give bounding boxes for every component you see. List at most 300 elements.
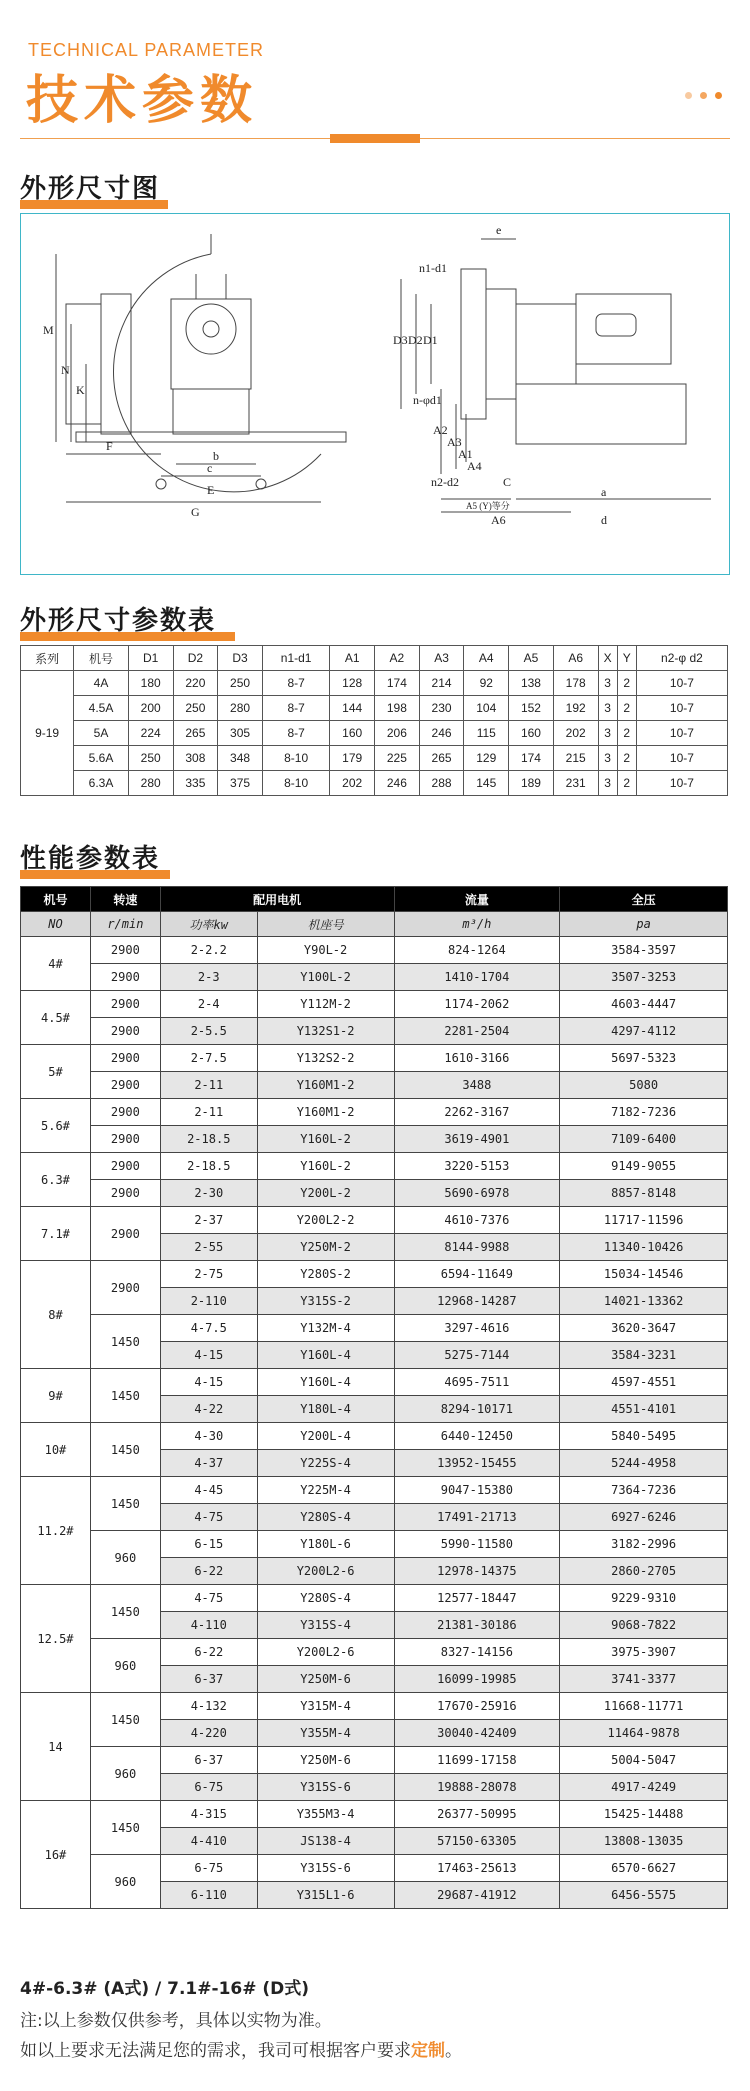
perf-cell: 8327-14156 [394, 1639, 560, 1666]
dim-label-nphid1: n-φd1 [413, 393, 442, 407]
perf-cell: 3507-3253 [560, 964, 728, 991]
table-row [21, 746, 728, 771]
perf-cell: 9149-9055 [560, 1153, 728, 1180]
rpm-cell: 2900 [90, 1045, 160, 1072]
table-row [21, 771, 728, 796]
dim-cell: 192 [553, 696, 598, 721]
perf-cell: 17670-25916 [394, 1693, 560, 1720]
dim-cell: 3 [598, 746, 617, 771]
rpm-cell: 1450 [90, 1585, 160, 1639]
dim-label-e: e [496, 223, 502, 237]
perf-cell: 4-15 [160, 1342, 257, 1369]
perf-cell: 14021-13362 [560, 1288, 728, 1315]
table-row [21, 1693, 728, 1720]
perf-cell: 2-18.5 [160, 1153, 257, 1180]
perf-cell: 4917-4249 [560, 1774, 728, 1801]
dim-label-A4: A4 [467, 459, 482, 473]
dim-cell: 230 [419, 696, 464, 721]
table-row [21, 1585, 728, 1612]
perf-cell: 5840-5495 [560, 1423, 728, 1450]
perf-cell: 4551-4101 [560, 1396, 728, 1423]
dim-cell: 145 [464, 771, 509, 796]
perf-cell: 17463-25613 [394, 1855, 560, 1882]
perf-cell: Y280S-4 [257, 1504, 394, 1531]
perf-cell: Y250M-6 [257, 1666, 394, 1693]
series-cell: 9-19 [21, 671, 74, 796]
dim-header-cell: D2 [173, 646, 218, 671]
rpm-cell: 1450 [90, 1315, 160, 1369]
perf-cell: 9047-15380 [394, 1477, 560, 1504]
perf-cell: 12968-14287 [394, 1288, 560, 1315]
dim-label-A5: A5 (Y)等分 [466, 501, 510, 511]
dim-cell: 104 [464, 696, 509, 721]
perf-cell: 6-37 [160, 1666, 257, 1693]
rpm-cell: 960 [90, 1855, 160, 1909]
perf-cell: Y200L-2 [257, 1180, 394, 1207]
perf-cell: 5004-5047 [560, 1747, 728, 1774]
perf-cell: Y315S-4 [257, 1612, 394, 1639]
rpm-cell: 2900 [90, 1018, 160, 1045]
perf-cell: 7364-7236 [560, 1477, 728, 1504]
perf-cell: 15425-14488 [560, 1801, 728, 1828]
perf-cell: 6440-12450 [394, 1423, 560, 1450]
perf-cell: 2281-2504 [394, 1018, 560, 1045]
table-row [21, 1261, 728, 1288]
perf-subheader-cell: 机座号 [257, 912, 394, 937]
table-row [21, 1153, 728, 1180]
perf-cell: Y200L2-6 [257, 1639, 394, 1666]
dim-cell: 128 [330, 671, 375, 696]
rpm-cell: 1450 [90, 1693, 160, 1747]
dim-cell: 179 [330, 746, 375, 771]
perf-cell: 11464-9878 [560, 1720, 728, 1747]
perf-cell: Y250M-2 [257, 1234, 394, 1261]
dim-header-cell: D1 [128, 646, 173, 671]
dim-cell: 178 [553, 671, 598, 696]
dim-cell: 348 [218, 746, 263, 771]
table-row [21, 991, 728, 1018]
perf-cell: 4-75 [160, 1585, 257, 1612]
perf-cell: 11717-11596 [560, 1207, 728, 1234]
dim-cell: 375 [218, 771, 263, 796]
perf-cell: Y315S-6 [257, 1855, 394, 1882]
table-row [21, 964, 728, 991]
dim-cell: 198 [375, 696, 420, 721]
perf-cell: Y315M-4 [257, 1693, 394, 1720]
dim-cell: 5A [74, 721, 129, 746]
dim-label-E: E [207, 483, 215, 497]
model-no-cell: 5# [21, 1045, 91, 1099]
dim-label-D1: D1 [423, 333, 438, 347]
dim-header-cell: A6 [553, 646, 598, 671]
dim-label-D2: D2 [408, 333, 423, 347]
perf-cell: 6-22 [160, 1639, 257, 1666]
dim-cell: 10-7 [636, 746, 727, 771]
dim-cell: 3 [598, 721, 617, 746]
fan-drawing-svg [21, 214, 729, 574]
table-row [21, 1477, 728, 1504]
perf-cell: 6456-5575 [560, 1882, 728, 1909]
header-accent-bar [330, 134, 420, 143]
dim-cell: 305 [218, 721, 263, 746]
perf-cell: 4-15 [160, 1369, 257, 1396]
perf-cell: 5080 [560, 1072, 728, 1099]
perf-cell: JS138-4 [257, 1828, 394, 1855]
dim-cell: 8-10 [262, 746, 329, 771]
perf-cell: Y315S-6 [257, 1774, 394, 1801]
perf-subheader-cell: NO [21, 912, 91, 937]
perf-cell: Y100L-2 [257, 964, 394, 991]
dim-header-cell: 机号 [74, 646, 129, 671]
perf-cell: Y112M-2 [257, 991, 394, 1018]
dim-cell: 174 [509, 746, 554, 771]
dim-cell: 200 [128, 696, 173, 721]
perf-cell: 1410-1704 [394, 964, 560, 991]
perf-cell: 2-75 [160, 1261, 257, 1288]
perf-cell: 3584-3231 [560, 1342, 728, 1369]
dim-cell: 246 [375, 771, 420, 796]
perf-cell: 2-2.2 [160, 937, 257, 964]
perf-cell: 1174-2062 [394, 991, 560, 1018]
rpm-cell: 2900 [90, 937, 160, 964]
perf-cell: 4-22 [160, 1396, 257, 1423]
table-row [21, 1045, 728, 1072]
perf-cell: 6594-11649 [394, 1261, 560, 1288]
model-no-cell: 9# [21, 1369, 91, 1423]
dim-cell: 144 [330, 696, 375, 721]
dim-header-cell: A2 [375, 646, 420, 671]
dim-cell: 8-7 [262, 671, 329, 696]
dim-cell: 8-7 [262, 721, 329, 746]
perf-header-row [21, 887, 728, 912]
rpm-cell: 2900 [90, 1180, 160, 1207]
dim-cell: 10-7 [636, 771, 727, 796]
dim-header-cell: A5 [509, 646, 554, 671]
perf-cell: 2-3 [160, 964, 257, 991]
perf-cell: 4-110 [160, 1612, 257, 1639]
header-en-title: TECHNICAL PARAMETER [28, 40, 265, 60]
dim-cell: 6.3A [74, 771, 129, 796]
dim-label-A1: A1 [458, 447, 473, 461]
dim-label-C: C [503, 475, 512, 489]
model-no-cell: 4# [21, 937, 91, 991]
dim-cell: 2 [617, 721, 636, 746]
model-no-cell: 5.6# [21, 1099, 91, 1153]
dim-label-d: d [601, 513, 607, 527]
perf-cell: 26377-50995 [394, 1801, 560, 1828]
section-title-performance: 性能参数表 [20, 838, 160, 875]
perf-cell: Y280S-4 [257, 1585, 394, 1612]
dim-cell: 4.5A [74, 696, 129, 721]
perf-cell: 2-11 [160, 1099, 257, 1126]
perf-cell: 12978-14375 [394, 1558, 560, 1585]
dim-label-N: N [61, 363, 70, 377]
table-row [21, 1126, 728, 1153]
perf-cell: 6570-6627 [560, 1855, 728, 1882]
perf-cell: 6-75 [160, 1774, 257, 1801]
footer-types: 4#-6.3# (A式) / 7.1#-16# (D式) [20, 1979, 310, 1999]
perf-cell: 3220-5153 [394, 1153, 560, 1180]
table-row [21, 696, 728, 721]
perf-subheader-cell: r/min [90, 912, 160, 937]
perf-cell: 15034-14546 [560, 1261, 728, 1288]
table-row [21, 1531, 728, 1558]
table-row [21, 1423, 728, 1450]
perf-cell: Y225S-4 [257, 1450, 394, 1477]
perf-cell: Y160L-4 [257, 1369, 394, 1396]
perf-cell: 3297-4616 [394, 1315, 560, 1342]
dim-cell: 10-7 [636, 696, 727, 721]
dim-label-M: M [43, 323, 54, 337]
perf-cell: 5275-7144 [394, 1342, 560, 1369]
dim-cell: 202 [330, 771, 375, 796]
perf-cell: 2-55 [160, 1234, 257, 1261]
model-no-cell: 12.5# [21, 1585, 91, 1693]
perf-subheader-cell: 功率kw [160, 912, 257, 937]
table-row [21, 1018, 728, 1045]
perf-cell: 6-22 [160, 1558, 257, 1585]
dim-cell: 265 [419, 746, 464, 771]
rpm-cell: 2900 [90, 1261, 160, 1315]
dim-cell: 246 [419, 721, 464, 746]
dim-cell: 174 [375, 671, 420, 696]
dim-cell: 189 [509, 771, 554, 796]
table-row [21, 1747, 728, 1774]
rpm-cell: 1450 [90, 1423, 160, 1477]
dim-header-cell: n2-φ d2 [636, 646, 727, 671]
perf-cell: 9229-9310 [560, 1585, 728, 1612]
perf-cell: 4-132 [160, 1693, 257, 1720]
perf-cell: Y180L-4 [257, 1396, 394, 1423]
dim-cell: 3 [598, 671, 617, 696]
perf-cell: 4597-4551 [560, 1369, 728, 1396]
section-title-outline: 外形尺寸图 [20, 168, 160, 205]
dim-cell: 220 [173, 671, 218, 696]
dim-cell: 8-10 [262, 771, 329, 796]
perf-cell: 5244-4958 [560, 1450, 728, 1477]
perf-cell: 2-7.5 [160, 1045, 257, 1072]
dim-cell: 4A [74, 671, 129, 696]
perf-cell: 2-4 [160, 991, 257, 1018]
table-row [21, 721, 728, 746]
dim-cell: 280 [218, 696, 263, 721]
perf-cell: Y160L-2 [257, 1153, 394, 1180]
dim-cell: 214 [419, 671, 464, 696]
dim-cell: 115 [464, 721, 509, 746]
perf-cell: 30040-42409 [394, 1720, 560, 1747]
perf-cell: 7109-6400 [560, 1126, 728, 1153]
perf-cell: Y132S1-2 [257, 1018, 394, 1045]
perf-cell: Y90L-2 [257, 937, 394, 964]
dim-header-cell: 系列 [21, 646, 74, 671]
table-row [21, 1099, 728, 1126]
table-row [21, 1207, 728, 1234]
dim-label-A6: A6 [491, 513, 506, 527]
dim-cell: 180 [128, 671, 173, 696]
dim-cell: 308 [173, 746, 218, 771]
dim-cell: 225 [375, 746, 420, 771]
perf-cell: 2-5.5 [160, 1018, 257, 1045]
model-no-cell: 14 [21, 1693, 91, 1801]
perf-cell: 3975-3907 [560, 1639, 728, 1666]
perf-cell: 9068-7822 [560, 1612, 728, 1639]
dim-cell: 215 [553, 746, 598, 771]
perf-cell: 29687-41912 [394, 1882, 560, 1909]
perf-cell: 6-110 [160, 1882, 257, 1909]
dim-cell: 5.6A [74, 746, 129, 771]
dim-header-cell: A4 [464, 646, 509, 671]
perf-cell: 2860-2705 [560, 1558, 728, 1585]
perf-cell: 19888-28078 [394, 1774, 560, 1801]
table-row [21, 1801, 728, 1828]
perf-cell: 2-37 [160, 1207, 257, 1234]
perf-cell: 11340-10426 [560, 1234, 728, 1261]
rpm-cell: 1450 [90, 1801, 160, 1855]
perf-cell: 4-410 [160, 1828, 257, 1855]
perf-cell: 2-18.5 [160, 1126, 257, 1153]
dim-cell: 250 [173, 696, 218, 721]
dim-cell: 138 [509, 671, 554, 696]
rpm-cell: 2900 [90, 964, 160, 991]
decor-dots [685, 92, 722, 99]
perf-cell: 4-75 [160, 1504, 257, 1531]
dim-label-b: b [213, 449, 219, 463]
dim-cell: 10-7 [636, 721, 727, 746]
perf-subheader-cell: pa [560, 912, 728, 937]
dim-label-n1d1: n1-d1 [419, 261, 447, 275]
footer-custom: 如以上要求无法满足您的需求，我司可根据客户要求定制。 [20, 2041, 462, 2061]
perf-cell: 4-7.5 [160, 1315, 257, 1342]
perf-cell: 6927-6246 [560, 1504, 728, 1531]
perf-header-cell: 全压 [560, 887, 728, 912]
model-no-cell: 11.2# [21, 1477, 91, 1585]
perf-header-cell: 流量 [394, 887, 560, 912]
dim-cell: 206 [375, 721, 420, 746]
dim-label-D3: D3 [393, 333, 408, 347]
model-no-cell: 10# [21, 1423, 91, 1477]
perf-cell: 8144-9988 [394, 1234, 560, 1261]
dim-cell: 250 [128, 746, 173, 771]
dim-cell: 3 [598, 696, 617, 721]
perf-cell: Y160M1-2 [257, 1072, 394, 1099]
perf-cell: 2-30 [160, 1180, 257, 1207]
perf-cell: 5697-5323 [560, 1045, 728, 1072]
dim-label-A3: A3 [447, 435, 462, 449]
dim-cell: 265 [173, 721, 218, 746]
table-row [21, 1639, 728, 1666]
dim-header-cell: D3 [218, 646, 263, 671]
perf-cell: 824-1264 [394, 937, 560, 964]
perf-cell: 4297-4112 [560, 1018, 728, 1045]
perf-cell: 3488 [394, 1072, 560, 1099]
rpm-cell: 2900 [90, 1126, 160, 1153]
rpm-cell: 960 [90, 1747, 160, 1801]
perf-cell: Y355M3-4 [257, 1801, 394, 1828]
dim-cell: 2 [617, 671, 636, 696]
perf-cell: 17491-21713 [394, 1504, 560, 1531]
perf-cell: 3182-2996 [560, 1531, 728, 1558]
rpm-cell: 960 [90, 1639, 160, 1693]
dim-label-a: a [601, 485, 607, 499]
table-row [21, 1072, 728, 1099]
dim-cell: 250 [218, 671, 263, 696]
dim-cell: 2 [617, 771, 636, 796]
perf-cell: 57150-63305 [394, 1828, 560, 1855]
perf-cell: Y250M-6 [257, 1747, 394, 1774]
dim-cell: 160 [509, 721, 554, 746]
table-row [21, 937, 728, 964]
table-row [21, 1315, 728, 1342]
perf-cell: Y225M-4 [257, 1477, 394, 1504]
perf-cell: 4-45 [160, 1477, 257, 1504]
dim-header-cell: A3 [419, 646, 464, 671]
perf-cell: 3584-3597 [560, 937, 728, 964]
model-no-cell: 8# [21, 1261, 91, 1369]
rpm-cell: 2900 [90, 1099, 160, 1126]
perf-cell: 11668-11771 [560, 1693, 728, 1720]
dim-cell: 10-7 [636, 671, 727, 696]
dim-header-cell: A1 [330, 646, 375, 671]
perf-header-cell: 机号 [21, 887, 91, 912]
perf-cell: 6-37 [160, 1747, 257, 1774]
dimension-table [20, 645, 728, 796]
model-no-cell: 4.5# [21, 991, 91, 1045]
dim-cell: 231 [553, 771, 598, 796]
table-row [21, 1855, 728, 1882]
perf-cell: 4-220 [160, 1720, 257, 1747]
dim-header-cell: n1-d1 [262, 646, 329, 671]
perf-cell: 3741-3377 [560, 1666, 728, 1693]
model-no-cell: 7.1# [21, 1207, 91, 1261]
perf-cell: 4603-4447 [560, 991, 728, 1018]
perf-cell: Y315L1-6 [257, 1882, 394, 1909]
dim-cell: 2 [617, 696, 636, 721]
dim-header-cell: Y [617, 646, 636, 671]
outline-drawing [20, 213, 730, 575]
dim-cell: 160 [330, 721, 375, 746]
perf-cell: 4-37 [160, 1450, 257, 1477]
dim-label-n2d2: n2-d2 [431, 475, 459, 489]
perf-cell: Y132M-4 [257, 1315, 394, 1342]
perf-cell: 13808-13035 [560, 1828, 728, 1855]
perf-cell: 21381-30186 [394, 1612, 560, 1639]
perf-cell: 16099-19985 [394, 1666, 560, 1693]
table-row [21, 671, 728, 696]
perf-cell: Y160L-2 [257, 1126, 394, 1153]
perf-cell: Y180L-6 [257, 1531, 394, 1558]
perf-cell: 4695-7511 [394, 1369, 560, 1396]
dim-label-A2: A2 [433, 423, 448, 437]
perf-cell: Y200L2-2 [257, 1207, 394, 1234]
perf-cell: 3620-3647 [560, 1315, 728, 1342]
perf-cell: 4610-7376 [394, 1207, 560, 1234]
dim-label-G: G [191, 505, 200, 519]
perf-cell: 6-75 [160, 1855, 257, 1882]
rpm-cell: 2900 [90, 1153, 160, 1180]
perf-cell: 11699-17158 [394, 1747, 560, 1774]
dim-label-F: F [106, 439, 113, 453]
perf-cell: 4-30 [160, 1423, 257, 1450]
model-no-cell: 16# [21, 1801, 91, 1909]
dim-label-c: c [207, 461, 213, 475]
perf-cell: Y160M1-2 [257, 1099, 394, 1126]
model-no-cell: 6.3# [21, 1153, 91, 1207]
dim-header-cell: X [598, 646, 617, 671]
perf-subheader-row [21, 912, 728, 937]
perf-cell: 13952-15455 [394, 1450, 560, 1477]
perf-cell: Y280S-2 [257, 1261, 394, 1288]
perf-cell: 8857-8148 [560, 1180, 728, 1207]
